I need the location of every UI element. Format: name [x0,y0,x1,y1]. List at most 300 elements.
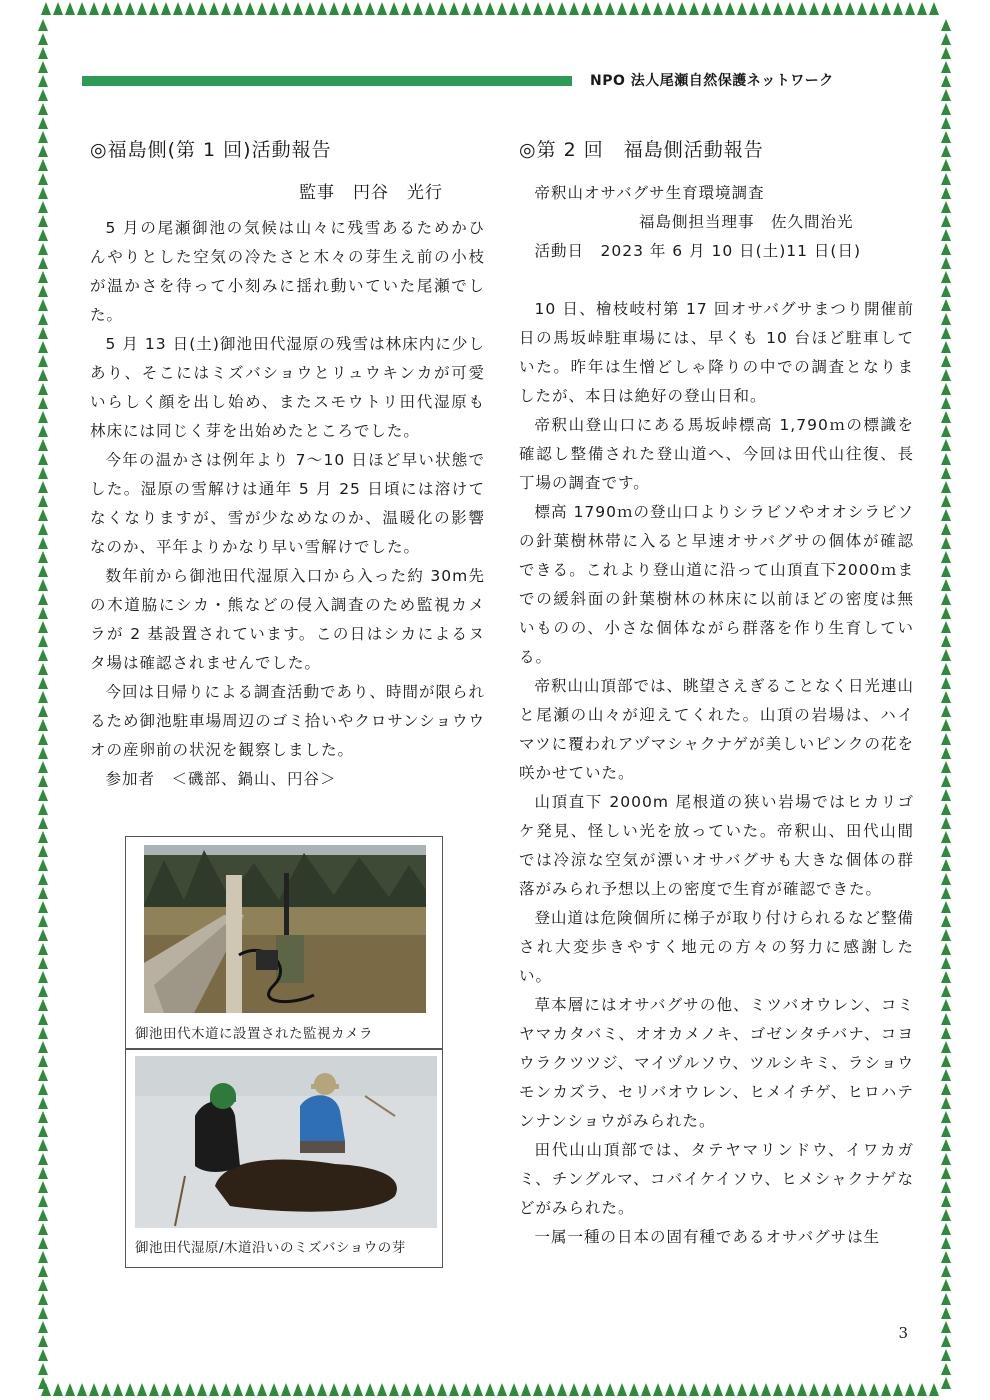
border-triangle [941,551,951,563]
border-triangle [533,1383,543,1396]
border-triangle [38,957,48,969]
border-triangle [941,621,951,633]
border-triangle [257,1383,267,1396]
border-triangle [509,1383,519,1396]
border-triangle [941,1209,951,1221]
border-triangle [677,1383,687,1396]
border-triangle [38,1111,48,1123]
header-org: NPO 法人尾瀬自然保護ネットワーク [590,73,834,89]
border-triangle [761,1383,771,1396]
border-triangle [389,1383,399,1396]
border-triangle [941,509,951,521]
border-triangle [38,369,48,381]
border-triangle [941,733,951,745]
border-triangle [245,1383,255,1396]
border-triangle [173,1383,183,1396]
border-triangle [38,75,48,87]
border-triangle [38,131,48,143]
border-triangle [569,2,579,15]
border-triangle [341,1383,351,1396]
border-triangle [605,2,615,15]
border-triangle [941,383,951,395]
border-triangle [233,2,243,15]
border-triangle [941,467,951,479]
border-triangle [785,2,795,15]
border-triangle [305,1383,315,1396]
border-triangle [941,537,951,549]
border-triangle [941,845,951,857]
border-triangle [941,579,951,591]
right-heading: ◎第 2 回 福島側活動報告 [519,139,764,161]
border-triangle [941,901,951,913]
border-triangle [941,33,951,45]
border-triangle [461,2,471,15]
border-triangle [38,355,48,367]
border-triangle [38,719,48,731]
border-triangle [38,19,48,31]
border-triangle [185,2,195,15]
border-triangle [785,1383,795,1396]
border-triangle [401,2,411,15]
border-triangle [38,439,48,451]
border-triangle [38,635,48,647]
border-triangle [149,2,159,15]
border-triangle [38,103,48,115]
border-triangle [38,579,48,591]
border-triangle [857,2,867,15]
border-triangle [209,2,219,15]
right-border [941,18,951,1390]
border-triangle [881,1383,891,1396]
border-triangle [941,1111,951,1123]
border-triangle [53,1383,63,1396]
border-triangle [941,1125,951,1137]
border-triangle [38,943,48,955]
border-triangle [941,173,951,185]
border-triangle [941,495,951,507]
border-triangle [38,89,48,101]
border-triangle [449,2,459,15]
border-triangle [257,2,267,15]
border-triangle [221,1383,231,1396]
border-triangle [38,299,48,311]
border-triangle [437,2,447,15]
border-triangle [38,327,48,339]
border-triangle [38,145,48,157]
border-triangle [941,649,951,661]
border-triangle [38,1209,48,1221]
border-triangle [941,47,951,59]
border-triangle [749,1383,759,1396]
border-triangle [38,803,48,815]
border-triangle [941,593,951,605]
border-triangle [38,1027,48,1039]
border-triangle [41,2,51,15]
border-triangle [905,2,915,15]
border-triangle [941,663,951,675]
border-triangle [941,229,951,241]
border-triangle [593,2,603,15]
border-triangle [941,1181,951,1193]
border-triangle [821,1383,831,1396]
left-border [38,18,48,1390]
border-triangle [941,481,951,493]
border-triangle [545,2,555,15]
border-triangle [941,1027,951,1039]
border-triangle [38,481,48,493]
border-triangle [941,1307,951,1319]
border-triangle [941,257,951,269]
border-triangle [38,817,48,829]
border-triangle [941,1237,951,1249]
border-triangle [65,2,75,15]
border-triangle [38,1055,48,1067]
skunk-cabbage-photo [135,1056,437,1228]
border-triangle [677,2,687,15]
border-triangle [269,2,279,15]
border-triangle [233,1383,243,1396]
border-triangle [125,1383,135,1396]
border-triangle [413,2,423,15]
border-triangle [53,2,63,15]
border-triangle [38,187,48,199]
border-triangle [941,1377,951,1389]
border-triangle [941,131,951,143]
border-triangle [485,2,495,15]
border-triangle [77,2,87,15]
border-triangle [209,1383,219,1396]
border-triangle [569,1383,579,1396]
border-triangle [737,1383,747,1396]
border-triangle [197,2,207,15]
border-triangle [38,509,48,521]
border-triangle [38,1223,48,1235]
border-triangle [38,453,48,465]
border-triangle [38,789,48,801]
border-triangle [38,1153,48,1165]
border-triangle [809,2,819,15]
border-triangle [38,761,48,773]
border-triangle [941,873,951,885]
border-triangle [941,761,951,773]
border-triangle [941,999,951,1011]
border-triangle [281,1383,291,1396]
border-triangle [38,663,48,675]
border-triangle [893,2,903,15]
border-triangle [941,1265,951,1277]
border-triangle [941,887,951,899]
border-triangle [38,845,48,857]
border-triangle [38,411,48,423]
border-triangle [113,1383,123,1396]
left-paragraph: 数年前から御池田代湿原入口から入った約 30m先の木道脇にシカ・熊などの侵入調査のため監視カメラが 2 基設置されています。この日はシカによるヌタ場は確認されませんでした。 [90,567,485,672]
border-triangle [38,929,48,941]
border-triangle [161,2,171,15]
right-paragraph: 帝釈山登山口にある馬坂峠標高 1,790ｍの標識を確認し整備された登山道へ、今回は田代山往復、長丁場の調査です。 [519,416,914,492]
border-triangle [941,775,951,787]
right-paragraph: 山頂直下 2000m 尾根道の狭い岩場ではヒカリゴケ発見、怪しい光を放っていた。帝釈山、田代山間では冷涼な空気が漂いオサバグサも大きな個体の群落がみられ予想以上の密度で生育が確認できた。 [519,793,914,898]
border-triangle [137,1383,147,1396]
border-triangle [269,1383,279,1396]
border-triangle [713,1383,723,1396]
border-triangle [38,551,48,563]
border-triangle [389,2,399,15]
border-triangle [173,2,183,15]
border-triangle [38,1041,48,1053]
border-triangle [929,1383,939,1396]
border-triangle [833,2,843,15]
border-triangle [38,775,48,787]
right-paragraph: 田代山山頂部では、タテヤマリンドウ、イワカガミ、チングルマ、コバイケイソウ、ヒメシャクナゲなどがみられた。 [519,1141,914,1217]
border-triangle [941,187,951,199]
border-triangle [941,635,951,647]
border-triangle [941,1069,951,1081]
border-triangle [38,1097,48,1109]
header-bar [82,76,572,86]
border-triangle [941,313,951,325]
border-triangle [941,1223,951,1235]
border-triangle [941,1363,951,1375]
border-triangle [377,2,387,15]
border-triangle [38,887,48,899]
border-triangle [521,1383,531,1396]
border-triangle [38,47,48,59]
border-triangle [941,355,951,367]
border-triangle [245,2,255,15]
border-triangle [941,19,951,31]
border-triangle [377,1383,387,1396]
border-triangle [941,285,951,297]
border-triangle [941,943,951,955]
border-triangle [38,873,48,885]
border-triangle [581,2,591,15]
border-triangle [941,439,951,451]
border-triangle [38,831,48,843]
border-triangle [38,1307,48,1319]
left-paragraph: 5 月 13 日(土)御池田代湿原の残雪は林床内に少しあり、そこにはミズバショウとリュウキンカが可愛いらしく顔を出し始め、またスモウトリ田代湿原も林床には同じく芽を出始めたところでした。 [90,335,485,440]
border-triangle [809,1383,819,1396]
border-triangle [545,1383,555,1396]
border-triangle [38,61,48,73]
border-triangle [533,2,543,15]
border-triangle [941,1041,951,1053]
border-triangle [893,1383,903,1396]
border-triangle [905,1383,915,1396]
border-triangle [941,565,951,577]
border-triangle [38,1321,48,1333]
border-triangle [941,453,951,465]
border-triangle [449,1383,459,1396]
border-triangle [185,1383,195,1396]
border-triangle [941,803,951,815]
left-paragraph: 今年の温かさは例年より 7〜10 日ほど早い状態でした。湿原の雪解けは通年 5 月 25 日頃には溶けてなくなりますが、雪が少なめなのか、温暖化の影響なのか、平年よりかなり早い雪解けでした。 [90,451,485,556]
border-triangle [725,2,735,15]
border-triangle [38,33,48,45]
page-number: 3 [898,1324,908,1342]
border-triangle [38,565,48,577]
border-triangle [713,2,723,15]
border-triangle [38,495,48,507]
border-triangle [941,1195,951,1207]
border-triangle [413,1383,423,1396]
border-triangle [38,243,48,255]
photo-caption-2: 御池田代湿原/木道沿いのミズバショウの芽 [135,1240,406,1256]
border-triangle [941,103,951,115]
border-triangle [365,1383,375,1396]
border-triangle [941,1013,951,1025]
border-triangle [197,1383,207,1396]
surveillance-camera-photo [144,845,426,1013]
border-triangle [353,2,363,15]
border-triangle [38,1265,48,1277]
left-paragraph: 今回は日帰りによる調査活動であり、時間が限られるため御池駐車場周辺のゴミ拾いやクロサンショウウオの産卵前の状況を観察しました。 [90,683,486,759]
border-triangle [521,2,531,15]
border-triangle [509,2,519,15]
border-triangle [38,705,48,717]
border-triangle [38,537,48,549]
border-triangle [941,691,951,703]
border-triangle [38,607,48,619]
border-triangle [425,2,435,15]
border-triangle [941,817,951,829]
border-triangle [941,1251,951,1263]
border-triangle [38,1377,48,1389]
border-triangle [473,1383,483,1396]
border-triangle [38,341,48,353]
border-triangle [38,1349,48,1361]
border-triangle [941,1349,951,1361]
left-paragraph: 5 月の尾瀬御池の気候は山々に残雪あるためかひんやりとした空気の冷たさと木々の芽生え前の小枝が温かさを待って小刻みに揺れ動いていた尾瀬でした。 [90,219,485,324]
border-triangle [38,649,48,661]
border-triangle [38,313,48,325]
border-triangle [485,1383,495,1396]
border-triangle [941,1139,951,1151]
survey-title: 帝釈山オサバグサ生育環境調査 [534,184,765,202]
border-triangle [38,621,48,633]
border-triangle [941,523,951,535]
border-triangle [38,1083,48,1095]
border-triangle [38,1195,48,1207]
border-triangle [941,215,951,227]
border-triangle [941,411,951,423]
border-triangle [581,1383,591,1396]
border-triangle [941,719,951,731]
border-triangle [941,117,951,129]
border-triangle [38,1363,48,1375]
border-triangle [461,1383,471,1396]
border-triangle [845,1383,855,1396]
border-triangle [797,1383,807,1396]
border-triangle [161,1383,171,1396]
bottom-border [40,1383,940,1396]
border-triangle [557,2,567,15]
border-triangle [941,859,951,871]
left-column [90,136,485,794]
border-triangle [917,2,927,15]
border-triangle [641,1383,651,1396]
border-triangle [941,705,951,717]
border-triangle [941,271,951,283]
border-triangle [317,2,327,15]
border-triangle [557,1383,567,1396]
border-triangle [941,299,951,311]
border-triangle [941,145,951,157]
border-triangle [38,467,48,479]
participants: 参加者 ＜磯部、鍋山、円谷＞ [105,770,337,788]
border-triangle [38,593,48,605]
border-triangle [317,1383,327,1396]
border-triangle [305,2,315,15]
border-triangle [38,1013,48,1025]
border-triangle [293,2,303,15]
border-triangle [761,2,771,15]
border-triangle [89,2,99,15]
border-triangle [38,1237,48,1249]
border-triangle [941,929,951,941]
border-triangle [641,2,651,15]
border-triangle [38,1335,48,1347]
border-triangle [65,1383,75,1396]
right-paragraph: 帝釈山山頂部では、眺望さえぎることなく日光連山と尾瀬の山々が迎えてくれた。山頂の岩場は、ハイマツに覆われアヅマシャクナゲが美しいピンクの花を咲かせていた。 [519,677,915,782]
border-triangle [281,2,291,15]
border-triangle [941,369,951,381]
border-triangle [941,1097,951,1109]
border-triangle [941,1293,951,1305]
border-triangle [941,677,951,689]
border-triangle [38,1167,48,1179]
border-triangle [38,971,48,983]
border-triangle [605,1383,615,1396]
border-triangle [941,201,951,213]
border-triangle [137,2,147,15]
border-triangle [665,2,675,15]
border-triangle [617,1383,627,1396]
border-triangle [773,1383,783,1396]
border-triangle [38,215,48,227]
border-triangle [401,1383,411,1396]
border-triangle [701,2,711,15]
border-triangle [653,1383,663,1396]
border-triangle [38,159,48,171]
border-triangle [77,1383,87,1396]
border-triangle [701,1383,711,1396]
border-triangle [941,89,951,101]
border-triangle [665,1383,675,1396]
border-triangle [293,1383,303,1396]
right-paragraph: 一属一種の日本の固有種であるオサバグサは生 [534,1228,881,1246]
border-triangle [38,999,48,1011]
border-triangle [38,915,48,927]
border-triangle [941,397,951,409]
border-triangle [38,747,48,759]
border-triangle [869,2,879,15]
border-triangle [38,1139,48,1151]
border-triangle [941,1153,951,1165]
border-triangle [941,607,951,619]
border-triangle [497,2,507,15]
border-triangle [101,1383,111,1396]
border-triangle [941,425,951,437]
border-triangle [941,75,951,87]
border-triangle [941,985,951,997]
border-triangle [821,2,831,15]
border-triangle [38,901,48,913]
border-triangle [425,1383,435,1396]
border-triangle [38,1251,48,1263]
manager: 福島側担当理事 佐久間治光 [639,213,854,231]
border-triangle [365,2,375,15]
border-triangle [38,859,48,871]
